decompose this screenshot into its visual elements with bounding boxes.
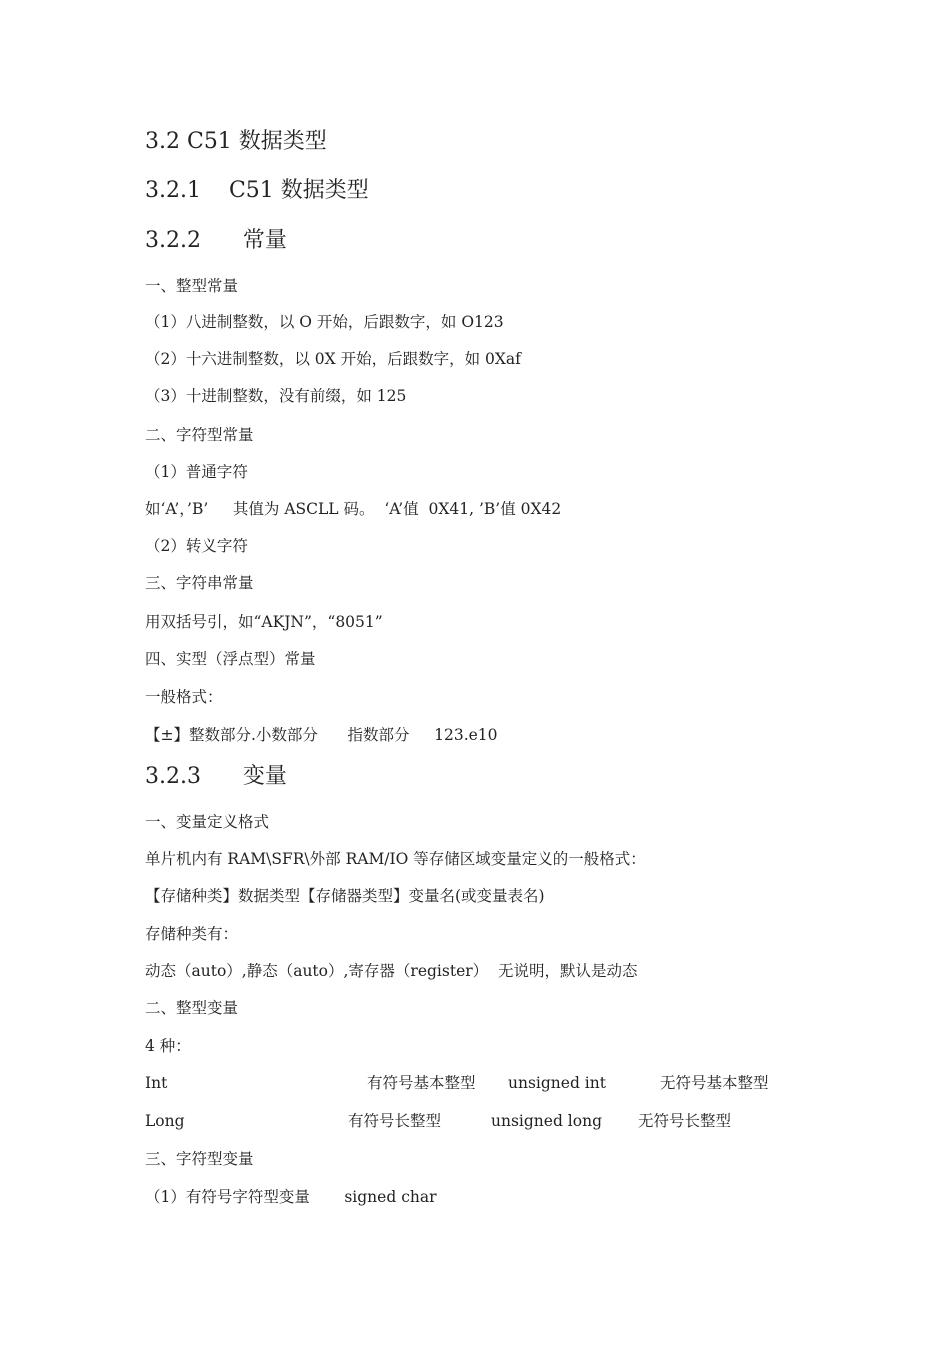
char-constant-item-2: （2）转义字符: [145, 537, 248, 555]
unsigned-description: 无符号基本整型: [660, 1074, 769, 1092]
string-constant-example: 用双括号引，如“AKJN”，“8051”: [145, 613, 383, 631]
int-variable-count: 4 种：: [145, 1037, 191, 1055]
var-def-title: 一、变量定义格式: [145, 813, 270, 831]
char-variable-item-1: （1）有符号字符型变量 signed char: [145, 1188, 437, 1206]
int-variable-title: 二、整型变量: [145, 999, 239, 1017]
signed-keyword: Long: [145, 1112, 185, 1130]
unsigned-keyword: unsigned long: [491, 1112, 602, 1130]
real-constant-title: 四、实型（浮点型）常量: [145, 650, 316, 668]
unsigned-keyword: unsigned int: [508, 1074, 606, 1092]
int-constant-item-3: （3）十进制整数，没有前缀，如 125: [145, 387, 407, 405]
unsigned-description: 无符号长整型: [638, 1112, 732, 1130]
storage-list: 动态（auto）,静态（auto）,寄存器（register） 无说明，默认是动态: [145, 962, 638, 980]
char-variable-title: 三、字符型变量: [145, 1150, 254, 1168]
int-constant-title: 一、整型常量: [145, 277, 239, 295]
real-format: 【±】整数部分.小数部分 指数部分 123.e10: [145, 726, 498, 744]
real-format-label: 一般格式：: [145, 688, 223, 706]
section-heading-3-2: 3.2 C51 数据类型: [145, 129, 327, 154]
string-constant-title: 三、字符串常量: [145, 574, 254, 592]
var-def-desc: 单片机内有 RAM\SFR\外部 RAM/IO 等存储区域变量定义的一般格式：: [145, 850, 646, 868]
int-constant-item-1: （1）八进制整数，以 O 开始，后跟数字，如 O123: [145, 313, 504, 331]
char-constant-item-1: （1）普通字符: [145, 463, 248, 481]
signed-keyword: Int: [145, 1074, 168, 1092]
storage-label: 存储种类有：: [145, 925, 239, 943]
var-def-format: 【存储种类】数据类型【存储器类型】变量名(或变量表名): [145, 887, 545, 905]
section-heading-3-2-3: 3.2.3 变量: [145, 764, 287, 789]
signed-description: 有符号基本整型: [367, 1074, 476, 1092]
section-heading-3-2-2: 3.2.2 常量: [145, 228, 287, 253]
signed-description: 有符号长整型: [348, 1112, 442, 1130]
int-constant-item-2: （2）十六进制整数，以 0X 开始，后跟数字，如 0Xaf: [145, 350, 521, 368]
char-constant-example: 如‘A’，’B’ 其值为 ASCLL 码。 ‘A’值 0X41, ’B’值 0X42: [145, 500, 562, 518]
section-heading-3-2-1: 3.2.1 C51 数据类型: [145, 178, 369, 203]
char-constant-title: 二、字符型常量: [145, 426, 254, 444]
